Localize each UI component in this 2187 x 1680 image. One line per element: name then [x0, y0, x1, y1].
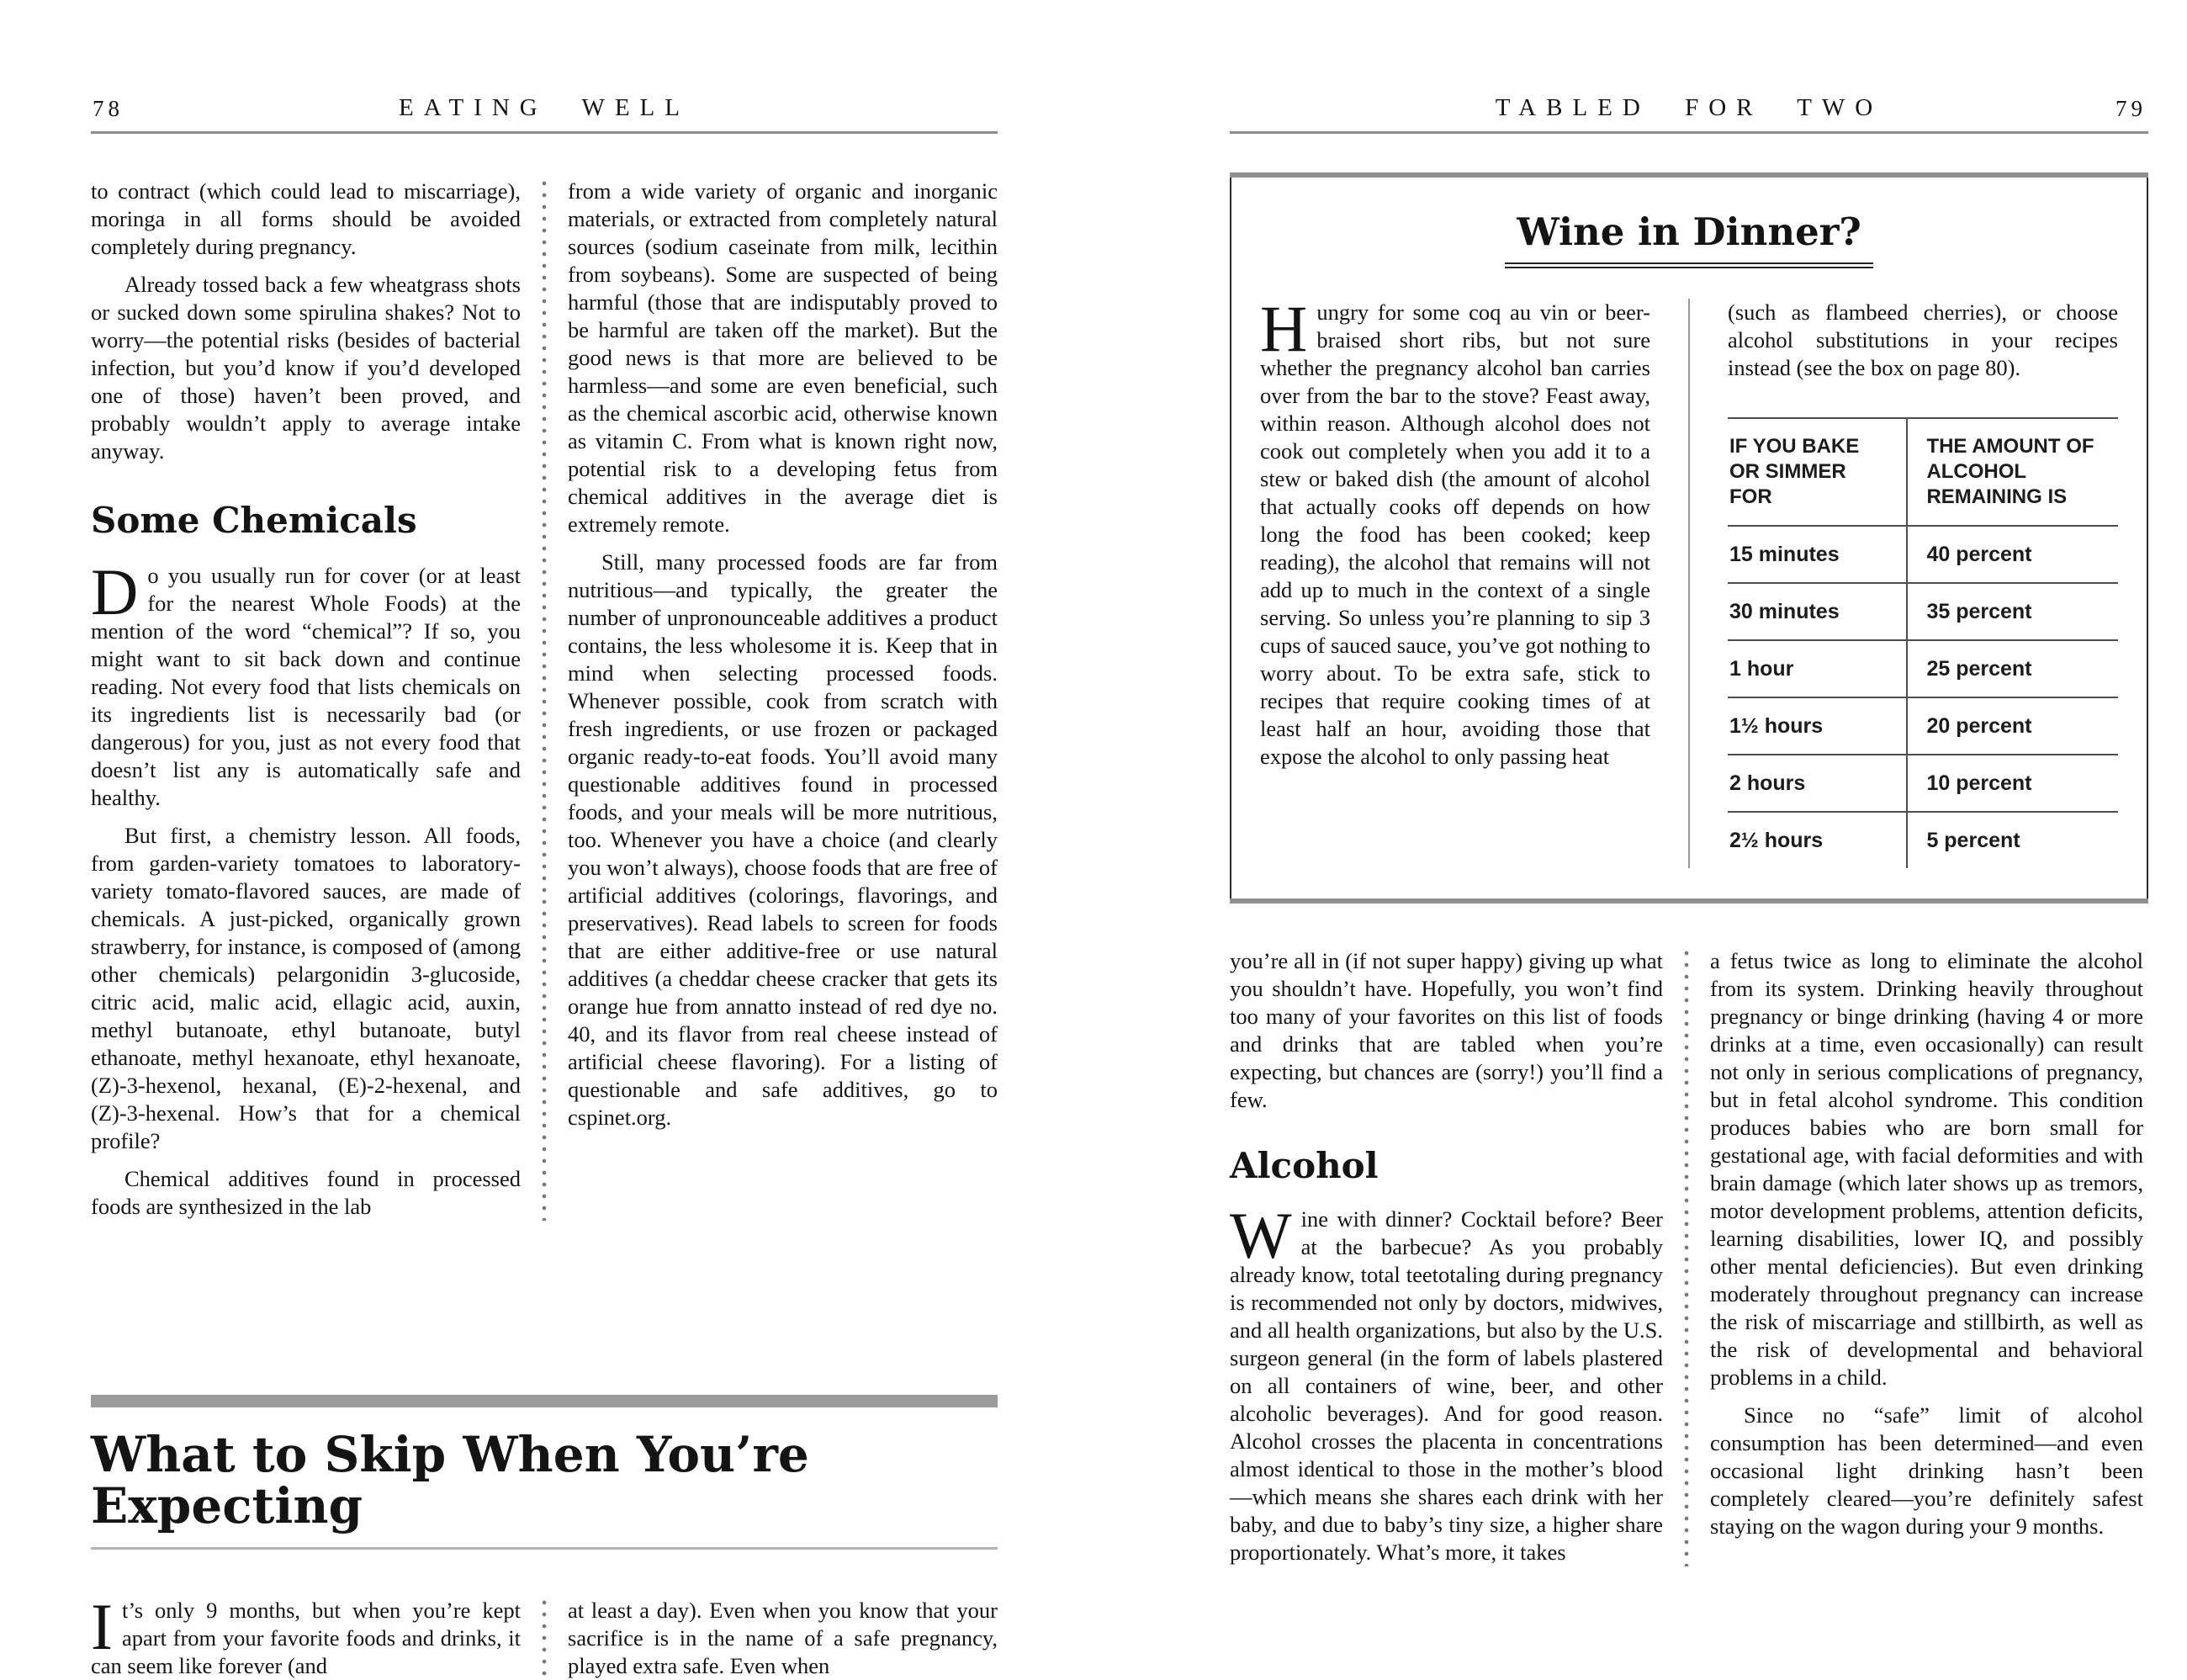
section-heading-some-chemicals: Some Chemicals	[91, 500, 417, 541]
table-header-cell: THE AMOUNT OF ALCOHOL REMAINING IS	[1907, 418, 2118, 526]
feature-column-1	[91, 1589, 521, 1680]
feature-column-2	[568, 1597, 998, 1680]
main-columns-left	[91, 178, 998, 1221]
drop-cap: W	[1230, 1199, 1292, 1273]
body-paragraph: at least a day). Even when you know that your sacrifice is in the name of a safe pregnancy, played extra safe. Even when	[568, 1597, 998, 1678]
wine-in-dinner-box	[1230, 172, 2148, 904]
drop-cap: I	[91, 1589, 113, 1663]
left-page-column-1	[91, 178, 521, 1221]
body-paragraph: to contract (which could lead to miscarriage), moringa in all forms should be avoided completely during pregnancy.	[91, 178, 521, 259]
feature-section	[91, 1395, 998, 1680]
running-head-right	[1230, 89, 2148, 134]
body-paragraph	[91, 555, 521, 812]
table-cell-amount: 25 percent	[1907, 640, 2118, 697]
feature-top-bar	[91, 1395, 998, 1407]
box-columns	[1260, 292, 2118, 868]
body-paragraph: from a wide variety of organic and inorganic materials, or extracted from completely natural sources (sodium caseinate from milk, lecithin from soybeans). Some are suspected of being harmful (those that are indisputably proved to be harmful are taken off the market). But the good news is that more are believed to be harmless—and some are even beneficial, such as the chemical ascorbic acid, otherwise known as vitamin C. From what is known right now, potential risk to a developing fetus from chemical additives in the average diet is extremely remote.	[568, 178, 998, 537]
column-divider-dotted	[1663, 947, 1710, 1566]
body-paragraph	[91, 1589, 521, 1680]
section-heading-alcohol: Alcohol	[1230, 1145, 1379, 1186]
table-row	[1728, 583, 2118, 640]
box-title: Wine in Dinner?	[1505, 209, 1873, 268]
table-row	[1728, 640, 2118, 697]
body-paragraph: Still, many processed foods are far from nutritious—and typically, the greater the number of unpronounceable additives a product contains, the less wholesome it is. Keep that in mind when selecting processed foods. Whenever possible, cook from scratch with fresh ingredients, or use frozen or packaged organic ready-to-eat foods. You’ll avoid many questionable additives found in processed foods, and your meals will be more nutritious, too. Whenever you have a choice (and clearly you won’t always), choose foods that are free of artificial additives (colorings, flavorings, and preservatives). Read labels to screen for foods that are either additive-free or use natural additives (a cheddar cheese cracker that gets its orange hue from annatto instead of red dye no. 40, and its flavor from real cheese instead of artificial cheese flavoring). For a listing of questionable and safe additives, go to cspinet.org.	[568, 549, 998, 1130]
page-left	[91, 89, 998, 1678]
body-paragraph: (such as flambeed cherries), or choose alcohol substitutions in your recipes instead (see the box on page 80).	[1728, 299, 2118, 380]
column-divider-dotted	[521, 1597, 568, 1680]
page-number: 78	[93, 96, 124, 121]
column-divider-solid	[1650, 299, 1728, 868]
table-row	[1728, 812, 2118, 868]
table-cell-amount: 10 percent	[1907, 755, 2118, 812]
page-number: 79	[2116, 96, 2147, 121]
box-column-2	[1728, 299, 2118, 868]
box-title-row	[1260, 209, 2118, 268]
table-cell-amount: 35 percent	[1907, 583, 2118, 640]
body-paragraph	[1260, 292, 1650, 771]
table-cell-amount: 40 percent	[1907, 526, 2118, 583]
alcohol-remaining-table	[1728, 417, 2118, 868]
main-columns-right	[1230, 947, 2148, 1566]
body-paragraph	[1230, 1199, 1663, 1566]
drop-cap: H	[1260, 292, 1308, 365]
table-row	[1728, 697, 2118, 755]
table-cell-time: 1½ hours	[1728, 697, 1907, 755]
paragraph-text: t’s only 9 months, but when you’re kept apart from your favorite foods and drinks, it can seem like forever (and	[91, 1597, 521, 1678]
feature-heading: What to Skip When You’re Expecting	[91, 1426, 809, 1534]
table-cell-amount: 5 percent	[1907, 812, 2118, 868]
table-cell-amount: 20 percent	[1907, 697, 2118, 755]
running-head-title: TABLED FOR TWO	[1495, 94, 1883, 121]
paragraph-text: ungry for some coq au vin or beer-braised short ribs, but not sure whether the pregnancy alcohol ban carries over from the bar to the stove? Feast away, within reason. Although alcohol does not cook out completely when you add it to a stew or baked dish (the amount of alcohol that actually cooks off depends on how long the food has been cooked; keep reading), the alcohol that remains will not add up to much in the context of a single serving. So unless you’re planning to sip 3 cups of sauced sauce, you’ve got nothing to worry about. To be extra safe, stick to recipes that require cooking times of at least half an hour, avoiding those that expose the alcohol to only passing heat	[1260, 299, 1650, 769]
table-cell-time: 2½ hours	[1728, 812, 1907, 868]
body-paragraph: But first, a chemistry lesson. All foods, from garden-variety tomatoes to laboratory-variety tomato-flavored sauces, are made of chemicals. A just-picked, organically grown strawberry, for instance, is composed of (among other chemicals) pelargonidin 3-glucoside, citric acid, malic acid, ellagic acid, auxin, methyl butanoate, ethyl butanoate, butyl ethanoate, methyl hexanoate, ethyl hexanoate, (Z)-3-hexenol, hexanal, (E)-2-hexenal, and (Z)-3-hexenal. How’s that for a chemical profile?	[91, 823, 521, 1154]
body-paragraph: Chemical additives found in processed foods are synthesized in the lab	[91, 1166, 521, 1220]
body-paragraph: Since no “safe” limit of alcohol consumption has been determined—and even occasional light drinking hasn’t been completely cleared—you’re definitely safest staying on the wagon during your 9 months.	[1710, 1402, 2143, 1539]
right-page-column-1	[1230, 947, 1663, 1566]
body-paragraph: Already tossed back a few wheatgrass shots or sucked down some spirulina shakes? Not to worry—the potential risks (besides of bacterial infection, but you’d know if you’d developed one of those) haven’t been proved, and probably wouldn’t apply to average intake anyway.	[91, 272, 521, 464]
box-column-1	[1260, 292, 1650, 868]
table-header-row	[1728, 418, 2118, 526]
feature-rule	[91, 1547, 998, 1550]
table-cell-time: 1 hour	[1728, 640, 1907, 697]
column-divider-dotted	[521, 178, 568, 1221]
table-row	[1728, 526, 2118, 583]
page-right	[1230, 89, 2148, 1566]
table-header-cell: IF YOU BAKE OR SIMMER FOR	[1728, 418, 1907, 526]
table-cell-time: 30 minutes	[1728, 583, 1907, 640]
paragraph-text: o you usually run for cover (or at least for the nearest Whole Foods) at the mention of the word “chemical”? If so, you might want to sit back down and continue reading. Not every food that lists chemicals on its ingredients list is necessarily bad (or dangerous) for you, just as not every food that doesn’t list any is automatically safe and healthy.	[91, 563, 521, 811]
feature-columns	[91, 1589, 998, 1680]
paragraph-text: ine with dinner? Cocktail before? Beer at the barbecue? As you probably already know, total teetotaling during pregnancy is recommended not only by doctors, midwives, and all health organizations, but also by the U.S. surgeon general (in the form of labels plastered on all containers of wine, beer, and other alcoholic beverages). And for good reason. Alcohol crosses the placenta in concentrations almost identical to those in the mother’s blood—which means she shares each drink with her baby, and due to baby’s tiny size, a higher share proportionately. What’s more, it takes	[1230, 1206, 1663, 1566]
body-paragraph: a fetus twice as long to eliminate the alcohol from its system. Drinking heavily throughout pregnancy or binge drinking (having 4 or more drinks at a time, even occasionally) can result not only in serious complications of pregnancy, but in fetal alcohol syndrome. This condition produces babies who are born small for gestational age, with facial deformities and with brain damage (which later shows up as tremors, motor development problems, attention deficits, learning disabilities, lower IQ, and possibly other mental deficiencies). But even drinking moderately throughout pregnancy can increase the risk of miscarriage and stillbirth, as well as the risk of developmental and behavioral problems in a child.	[1710, 948, 2143, 1390]
left-page-column-2	[568, 178, 998, 1221]
right-page-column-2	[1710, 947, 2143, 1566]
running-head-left	[91, 89, 998, 134]
drop-cap: D	[91, 555, 139, 629]
body-paragraph: you’re all in (if not super happy) giving up what you shouldn’t have. Hopefully, you won’t find too many of your favorites on this list of foods and drinks that are tabled when you’re expecting, but chances are (sorry!) you’ll find a few.	[1230, 948, 1663, 1112]
table-cell-time: 2 hours	[1728, 755, 1907, 812]
table-row	[1728, 755, 2118, 812]
table-cell-time: 15 minutes	[1728, 526, 1907, 583]
running-head-title: EATING WELL	[399, 94, 690, 121]
wine-in-dinner-box-inner	[1230, 178, 2148, 898]
